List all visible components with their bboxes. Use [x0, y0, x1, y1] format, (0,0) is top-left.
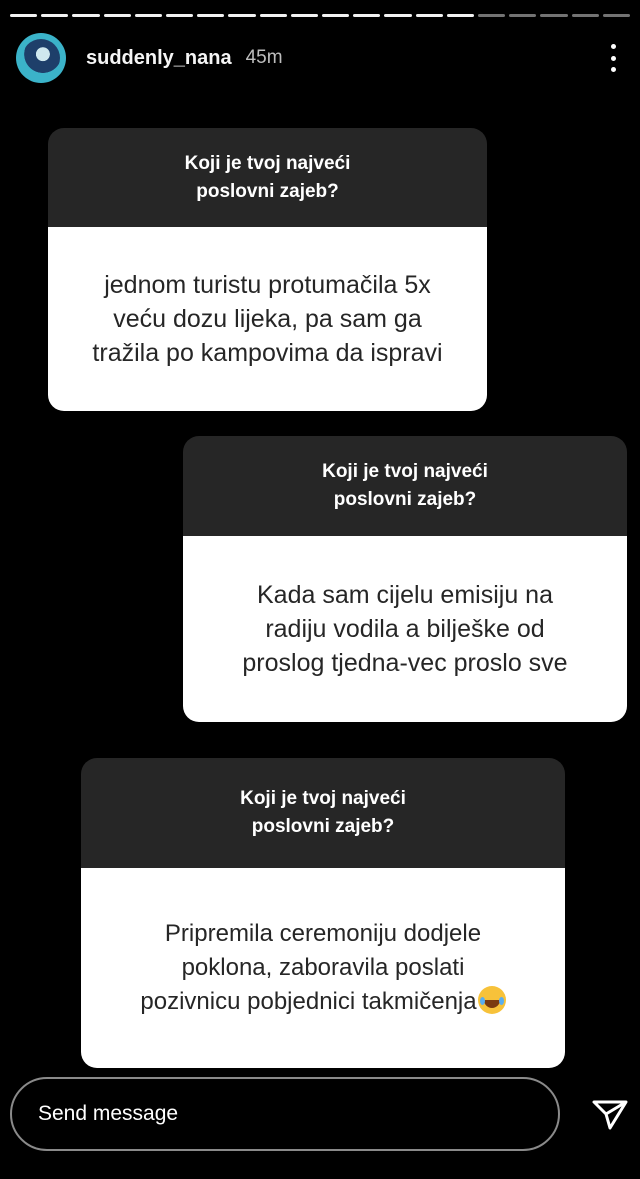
progress-segment	[291, 14, 318, 17]
send-message-input[interactable]	[36, 1101, 520, 1127]
progress-segment	[572, 14, 599, 17]
progress-segment	[384, 14, 411, 17]
question-text: Koji je tvoj najveći poslovni zajeb?	[81, 758, 565, 868]
progress-segment	[104, 14, 131, 17]
answer-box	[81, 868, 565, 1068]
progress-segment	[72, 14, 99, 17]
answer-text: Pripremila ceremoniju dodjele poklona, zaboravila poslati pozivnicu pobjednici takmičenja	[140, 920, 482, 1015]
progress-segment	[353, 14, 380, 17]
question-sticker-3	[81, 758, 565, 1068]
progress-segment	[603, 14, 630, 17]
more-options-icon[interactable]	[608, 44, 618, 72]
story-progress-bar	[10, 14, 630, 17]
username[interactable]: suddenly_nana	[86, 46, 232, 69]
question-sticker-2	[183, 436, 627, 722]
face-with-tears-of-joy-icon	[478, 986, 506, 1014]
progress-segment	[260, 14, 287, 17]
message-composer	[10, 1077, 560, 1151]
progress-segment	[509, 14, 536, 17]
progress-segment	[447, 14, 474, 17]
progress-segment	[41, 14, 68, 17]
progress-segment	[10, 14, 37, 17]
progress-segment	[416, 14, 443, 17]
answer-text: Kada sam cijelu emisiju na radiju vodila a bilješke od proslog tjedna-vec proslo sve	[183, 536, 627, 722]
progress-segment	[135, 14, 162, 17]
progress-segment	[322, 14, 349, 17]
progress-segment	[197, 14, 224, 17]
post-time: 45m	[245, 47, 283, 68]
question-text: Koji je tvoj najveći poslovni zajeb?	[48, 128, 487, 227]
question-text: Koji je tvoj najveći poslovni zajeb?	[183, 436, 627, 536]
progress-segment	[478, 14, 505, 17]
progress-segment	[166, 14, 193, 17]
story-header	[16, 32, 624, 84]
question-sticker-1	[48, 128, 487, 411]
progress-segment	[228, 14, 255, 17]
paper-plane-icon[interactable]	[590, 1094, 630, 1134]
progress-segment	[540, 14, 567, 17]
answer-text: jednom turistu protumačila 5x veću dozu lijeka, pa sam ga tražila po kampovima da ispravi	[48, 227, 487, 411]
avatar[interactable]	[16, 33, 66, 83]
